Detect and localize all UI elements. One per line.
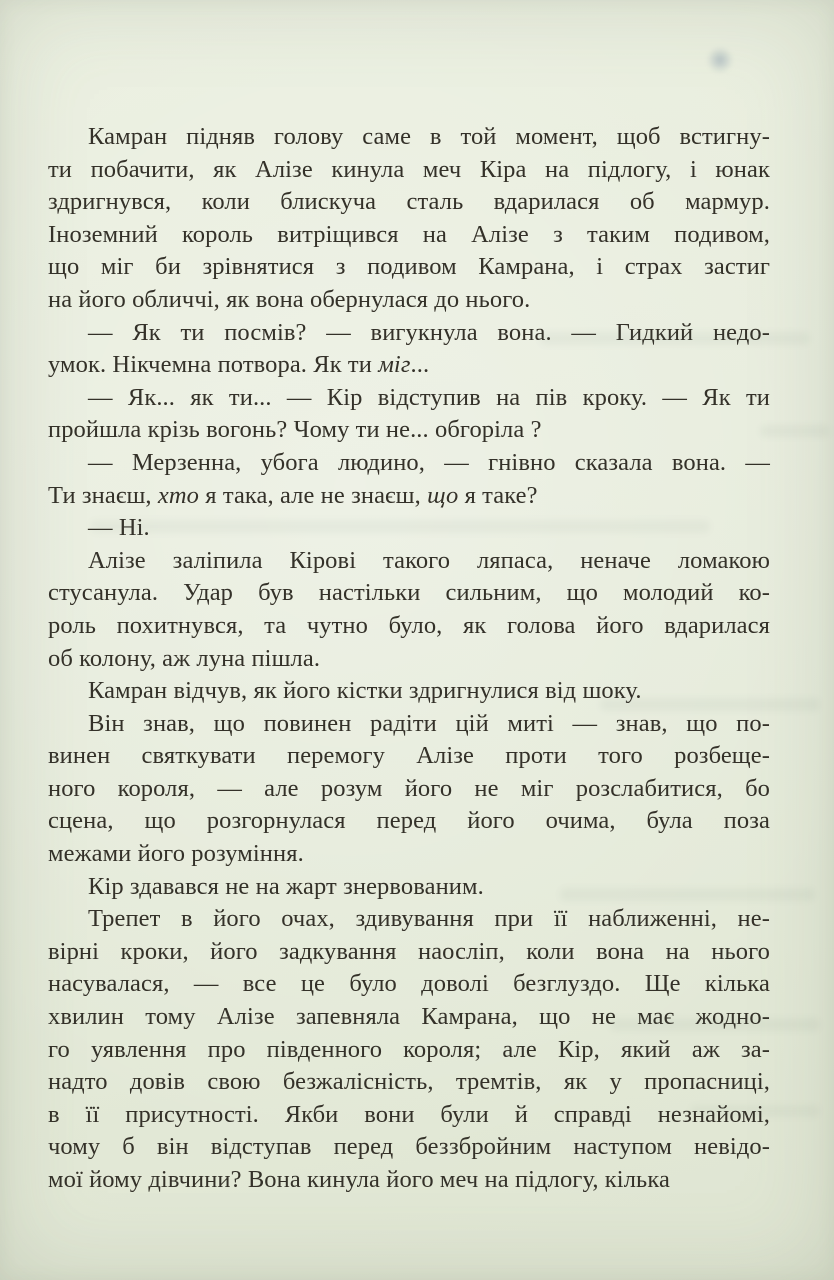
show-through-mark (706, 47, 734, 73)
paragraph (48, 903, 770, 1196)
text-line: го уявлення про південного короля; але Кір, який аж за- (48, 1035, 770, 1063)
text-line: сцена, що розгорнулася перед його очима, була поза (48, 807, 770, 835)
text-line: Камран відчув, як його кістки здригнулися від шоку. (88, 677, 642, 705)
text-line: Іноземний король витріщився на Алізе з таким подивом, (48, 220, 770, 248)
text-line: Камран підняв голову саме в той момент, щоб встигну- (88, 123, 770, 150)
text-line: стусанула. Удар був настільки сильним, що молодий ко- (48, 579, 770, 607)
paragraph (48, 708, 770, 871)
text-line: ти побачити, як Алізе кинула меч Кіра на підлогу, і юнак (48, 155, 770, 183)
paragraph (48, 382, 770, 447)
text-line: Ти знаєш, хто я така, але не знаєш, що я таке? (48, 481, 538, 509)
paragraph (48, 545, 770, 675)
bleed-through-artifact (760, 425, 830, 437)
text-line: об колону, аж луна пішла. (48, 644, 321, 672)
text-line: в її присутності. Якби вони були й справді незнайомі, (48, 1100, 770, 1128)
paragraph (48, 447, 770, 512)
text-line: Алізе заліпила Кірові такого ляпаса, неначе ломакою (88, 546, 770, 574)
text-line: Кір здавався не на жарт знервованим. (88, 872, 484, 900)
text-line: надто довів свою безжалісність, тремтів, як у пропасниці, (48, 1068, 770, 1096)
text-line: роль похитнувся, та чутно було, як голова його вдарилася (48, 611, 770, 639)
paragraph (48, 121, 770, 317)
text-line: хвилин тому Алізе запевняла Камрана, що не має жодно- (48, 1003, 770, 1031)
text-block (48, 121, 770, 1197)
text-line: межами його розуміння. (48, 840, 304, 868)
paragraph (48, 317, 770, 382)
text-line: ного короля, — але розум його не міг розслабитися, бо (48, 774, 770, 802)
paragraph (48, 675, 770, 708)
paragraph (48, 871, 770, 904)
text-line: що міг би зрівнятися з подивом Камрана, і страх застиг (48, 253, 770, 281)
text-line: — Як... як ти... — Кір відступив на пів кроку. — Як ти (88, 383, 770, 411)
paragraph (48, 512, 770, 545)
text-line: вірні кроки, його задкування наосліп, коли вона на нього (48, 937, 770, 965)
text-line: насувалася, — все це було доволі безглуздо. Ще кілька (48, 970, 770, 998)
text-line: Трепет в його очах, здивування при її наближенні, не- (88, 905, 770, 933)
text-line: на його обличчі, як вона обернулася до нього. (48, 285, 531, 313)
text-line: умок. Нікчемна потвора. Як ти міг... (48, 351, 430, 379)
text-line: пройшла крізь вогонь? Чому ти не... обгоріла ? (48, 416, 542, 444)
text-line: мої йому дівчини? Вона кинула його меч на підлогу, кілька (48, 1166, 670, 1193)
text-line: чому б він відступав перед беззбройним наступом невідо- (48, 1133, 770, 1161)
text-line: здригнувся, коли блискуча сталь вдарилася об мармур. (48, 188, 770, 216)
text-line: — Мерзенна, убога людино, — гнівно сказала вона. — (88, 448, 770, 476)
text-line: — Як ти посмів? — вигукнула вона. — Гидкий недо- (88, 318, 770, 346)
text-line: Він знав, що повинен радіти цій миті — знав, що по- (88, 709, 770, 737)
text-line: — Ні. (88, 514, 150, 542)
text-line: винен святкувати перемогу Алізе проти того розбеще- (48, 742, 770, 770)
